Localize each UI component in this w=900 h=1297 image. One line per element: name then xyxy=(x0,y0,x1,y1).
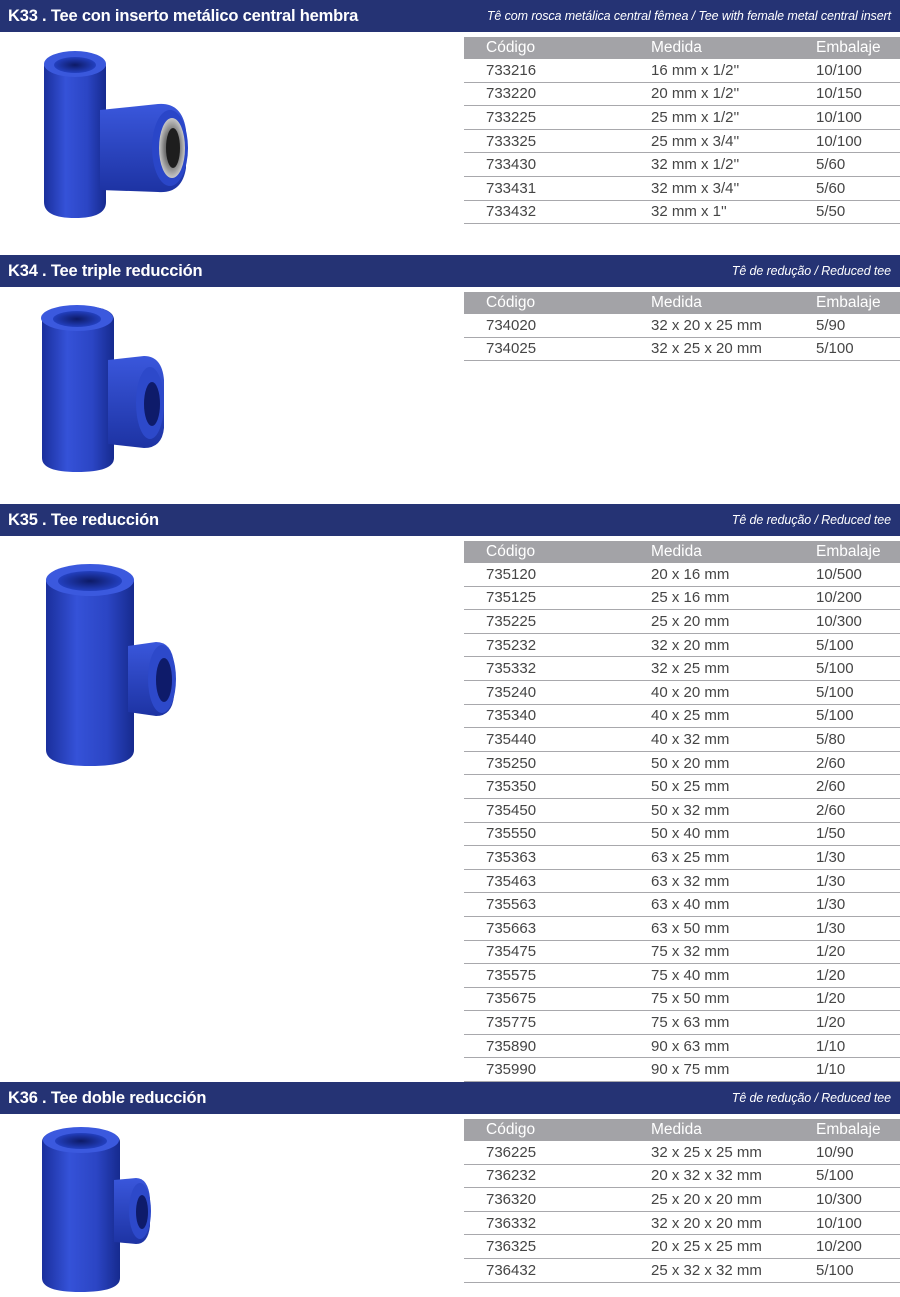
spec-table xyxy=(464,37,900,224)
cell-medida: 50 x 25 mm xyxy=(651,775,816,799)
cell-embalaje: 5/100 xyxy=(816,633,900,657)
section-title: K35 . Tee reducción xyxy=(8,510,159,529)
cell-medida: 63 x 32 mm xyxy=(651,869,816,893)
cell-codigo: 735675 xyxy=(464,987,651,1011)
table-row xyxy=(464,200,900,224)
cell-medida: 32 mm x 1/2'' xyxy=(651,153,816,177)
table-row xyxy=(464,869,900,893)
table-row xyxy=(464,751,900,775)
cell-embalaje: 5/100 xyxy=(816,337,900,361)
cell-medida: 20 x 32 x 32 mm xyxy=(651,1164,816,1188)
cell-embalaje: 5/60 xyxy=(816,176,900,200)
col-header-medida: Medida xyxy=(651,541,816,563)
col-header-codigo: Código xyxy=(464,541,651,563)
cell-medida: 75 x 40 mm xyxy=(651,964,816,988)
cell-embalaje: 5/60 xyxy=(816,153,900,177)
col-header-medida: Medida xyxy=(651,292,816,314)
cell-codigo: 736325 xyxy=(464,1235,651,1259)
spec-table xyxy=(464,541,900,1082)
cell-medida: 75 x 32 mm xyxy=(651,940,816,964)
table-row xyxy=(464,704,900,728)
table-row xyxy=(464,846,900,870)
section-k36 xyxy=(0,1082,900,1279)
cell-medida: 32 x 20 mm xyxy=(651,633,816,657)
cell-codigo: 733325 xyxy=(464,129,651,153)
section-header xyxy=(0,504,900,536)
cell-embalaje: 10/200 xyxy=(816,1235,900,1259)
cell-medida: 20 x 16 mm xyxy=(651,563,816,586)
cell-codigo: 735775 xyxy=(464,1011,651,1035)
table-row xyxy=(464,82,900,106)
cell-codigo: 733430 xyxy=(464,153,651,177)
section-header xyxy=(0,0,900,32)
tee-double-reduction-image xyxy=(36,1122,166,1297)
cell-medida: 40 x 25 mm xyxy=(651,704,816,728)
cell-embalaje: 5/100 xyxy=(816,657,900,681)
cell-codigo: 735225 xyxy=(464,610,651,634)
cell-medida: 40 x 32 mm xyxy=(651,728,816,752)
table-row xyxy=(464,1258,900,1282)
cell-embalaje: 1/30 xyxy=(816,846,900,870)
table-row xyxy=(464,1058,900,1082)
table-row xyxy=(464,610,900,634)
cell-codigo: 735475 xyxy=(464,940,651,964)
cell-medida: 32 x 25 mm xyxy=(651,657,816,681)
cell-codigo: 733432 xyxy=(464,200,651,224)
cell-medida: 32 x 20 x 20 mm xyxy=(651,1211,816,1235)
cell-embalaje: 10/90 xyxy=(816,1141,900,1164)
cell-codigo: 733431 xyxy=(464,176,651,200)
cell-codigo: 735663 xyxy=(464,916,651,940)
cell-medida: 25 mm x 3/4'' xyxy=(651,129,816,153)
table-row xyxy=(464,940,900,964)
table-header-row xyxy=(464,1119,900,1141)
table-row xyxy=(464,680,900,704)
col-header-medida: Medida xyxy=(651,37,816,59)
col-header-codigo: Código xyxy=(464,37,651,59)
cell-embalaje: 2/60 xyxy=(816,775,900,799)
section-title: K34 . Tee triple reducción xyxy=(8,261,203,280)
cell-codigo: 733220 xyxy=(464,82,651,106)
cell-embalaje: 5/100 xyxy=(816,1164,900,1188)
cell-medida: 50 x 20 mm xyxy=(651,751,816,775)
col-header-embalaje: Embalaje xyxy=(816,37,900,59)
tee-reduction-image xyxy=(38,554,198,774)
cell-medida: 25 mm x 1/2'' xyxy=(651,106,816,130)
cell-codigo: 735250 xyxy=(464,751,651,775)
cell-embalaje: 5/50 xyxy=(816,200,900,224)
cell-codigo: 735563 xyxy=(464,893,651,917)
table-row xyxy=(464,893,900,917)
col-header-codigo: Código xyxy=(464,1119,651,1141)
cell-embalaje: 5/100 xyxy=(816,680,900,704)
cell-embalaje: 1/30 xyxy=(816,869,900,893)
spec-table xyxy=(464,292,900,361)
cell-codigo: 736432 xyxy=(464,1258,651,1282)
table-row xyxy=(464,1211,900,1235)
cell-medida: 50 x 32 mm xyxy=(651,798,816,822)
section-subtitle: Tê de redução / Reduced tee xyxy=(731,513,891,527)
cell-codigo: 736225 xyxy=(464,1141,651,1164)
cell-embalaje: 1/50 xyxy=(816,822,900,846)
cell-codigo: 735363 xyxy=(464,846,651,870)
table-row xyxy=(464,657,900,681)
cell-codigo: 736332 xyxy=(464,1211,651,1235)
cell-codigo: 734020 xyxy=(464,314,651,337)
section-title: K33 . Tee con inserto metálico central hembra xyxy=(8,6,359,25)
cell-medida: 75 x 63 mm xyxy=(651,1011,816,1035)
cell-medida: 90 x 63 mm xyxy=(651,1034,816,1058)
table-row xyxy=(464,106,900,130)
table-row xyxy=(464,314,900,337)
col-header-embalaje: Embalaje xyxy=(816,1119,900,1141)
table-header-row xyxy=(464,37,900,59)
cell-codigo: 736320 xyxy=(464,1188,651,1212)
cell-codigo: 735450 xyxy=(464,798,651,822)
col-header-embalaje: Embalaje xyxy=(816,541,900,563)
table-row xyxy=(464,129,900,153)
table-row xyxy=(464,59,900,82)
cell-medida: 32 x 25 x 20 mm xyxy=(651,337,816,361)
cell-embalaje: 10/500 xyxy=(816,563,900,586)
table-row xyxy=(464,798,900,822)
table-row xyxy=(464,176,900,200)
table-row xyxy=(464,987,900,1011)
tee-metal-insert-image xyxy=(30,42,200,232)
cell-codigo: 734025 xyxy=(464,337,651,361)
cell-codigo: 735575 xyxy=(464,964,651,988)
cell-codigo: 735125 xyxy=(464,586,651,610)
cell-embalaje: 10/300 xyxy=(816,1188,900,1212)
col-header-medida: Medida xyxy=(651,1119,816,1141)
cell-medida: 25 x 16 mm xyxy=(651,586,816,610)
cell-codigo: 735890 xyxy=(464,1034,651,1058)
cell-codigo: 733225 xyxy=(464,106,651,130)
cell-codigo: 735440 xyxy=(464,728,651,752)
section-k35 xyxy=(0,504,900,1079)
cell-embalaje: 1/10 xyxy=(816,1034,900,1058)
cell-codigo: 736232 xyxy=(464,1164,651,1188)
cell-medida: 50 x 40 mm xyxy=(651,822,816,846)
table-row xyxy=(464,775,900,799)
cell-embalaje: 10/300 xyxy=(816,610,900,634)
col-header-embalaje: Embalaje xyxy=(816,292,900,314)
cell-embalaje: 1/20 xyxy=(816,940,900,964)
spec-table xyxy=(464,1119,900,1283)
cell-medida: 63 x 50 mm xyxy=(651,916,816,940)
cell-codigo: 735340 xyxy=(464,704,651,728)
section-subtitle: Tê com rosca metálica central fêmea / Tee with female metal central insert xyxy=(486,9,891,23)
table-header-row xyxy=(464,292,900,314)
cell-embalaje: 10/200 xyxy=(816,586,900,610)
cell-codigo: 735332 xyxy=(464,657,651,681)
cell-codigo: 735120 xyxy=(464,563,651,586)
section-subtitle: Tê de redução / Reduced tee xyxy=(731,264,891,278)
cell-codigo: 735550 xyxy=(464,822,651,846)
cell-embalaje: 2/60 xyxy=(816,751,900,775)
cell-medida: 20 mm x 1/2'' xyxy=(651,82,816,106)
table-row xyxy=(464,916,900,940)
cell-medida: 25 x 20 mm xyxy=(651,610,816,634)
table-row xyxy=(464,1164,900,1188)
cell-embalaje: 1/20 xyxy=(816,1011,900,1035)
cell-embalaje: 10/100 xyxy=(816,1211,900,1235)
cell-embalaje: 5/100 xyxy=(816,1258,900,1282)
section-subtitle: Tê de redução / Reduced tee xyxy=(731,1091,891,1105)
col-header-codigo: Código xyxy=(464,292,651,314)
cell-embalaje: 5/80 xyxy=(816,728,900,752)
cell-codigo: 735463 xyxy=(464,869,651,893)
table-row xyxy=(464,337,900,361)
cell-embalaje: 10/100 xyxy=(816,106,900,130)
cell-embalaje: 10/100 xyxy=(816,129,900,153)
cell-medida: 20 x 25 x 25 mm xyxy=(651,1235,816,1259)
cell-medida: 75 x 50 mm xyxy=(651,987,816,1011)
section-k34 xyxy=(0,255,900,358)
table-row xyxy=(464,1235,900,1259)
cell-embalaje: 5/100 xyxy=(816,704,900,728)
cell-medida: 25 x 20 x 20 mm xyxy=(651,1188,816,1212)
cell-codigo: 735350 xyxy=(464,775,651,799)
cell-medida: 32 mm x 3/4'' xyxy=(651,176,816,200)
table-row xyxy=(464,1011,900,1035)
table-row xyxy=(464,1034,900,1058)
cell-embalaje: 2/60 xyxy=(816,798,900,822)
cell-embalaje: 1/10 xyxy=(816,1058,900,1082)
cell-medida: 32 x 20 x 25 mm xyxy=(651,314,816,337)
cell-medida: 90 x 75 mm xyxy=(651,1058,816,1082)
cell-codigo: 733216 xyxy=(464,59,651,82)
table-row xyxy=(464,586,900,610)
table-row xyxy=(464,728,900,752)
table-row xyxy=(464,633,900,657)
section-k33 xyxy=(0,0,900,221)
cell-embalaje: 5/90 xyxy=(816,314,900,337)
cell-medida: 63 x 40 mm xyxy=(651,893,816,917)
table-header-row xyxy=(464,541,900,563)
cell-embalaje: 10/150 xyxy=(816,82,900,106)
cell-embalaje: 1/30 xyxy=(816,893,900,917)
table-row xyxy=(464,153,900,177)
table-row xyxy=(464,822,900,846)
cell-embalaje: 1/20 xyxy=(816,964,900,988)
cell-embalaje: 1/20 xyxy=(816,987,900,1011)
table-row xyxy=(464,1141,900,1164)
cell-codigo: 735232 xyxy=(464,633,651,657)
cell-medida: 32 mm x 1'' xyxy=(651,200,816,224)
cell-medida: 63 x 25 mm xyxy=(651,846,816,870)
section-header xyxy=(0,255,900,287)
table-row xyxy=(464,563,900,586)
tee-triple-reduction-image xyxy=(32,300,192,480)
cell-codigo: 735240 xyxy=(464,680,651,704)
table-row xyxy=(464,964,900,988)
cell-medida: 40 x 20 mm xyxy=(651,680,816,704)
cell-codigo: 735990 xyxy=(464,1058,651,1082)
section-title: K36 . Tee doble reducción xyxy=(8,1088,207,1107)
cell-embalaje: 10/100 xyxy=(816,59,900,82)
table-row xyxy=(464,1188,900,1212)
section-header xyxy=(0,1082,900,1114)
cell-medida: 16 mm x 1/2'' xyxy=(651,59,816,82)
cell-embalaje: 1/30 xyxy=(816,916,900,940)
cell-medida: 25 x 32 x 32 mm xyxy=(651,1258,816,1282)
cell-medida: 32 x 25 x 25 mm xyxy=(651,1141,816,1164)
